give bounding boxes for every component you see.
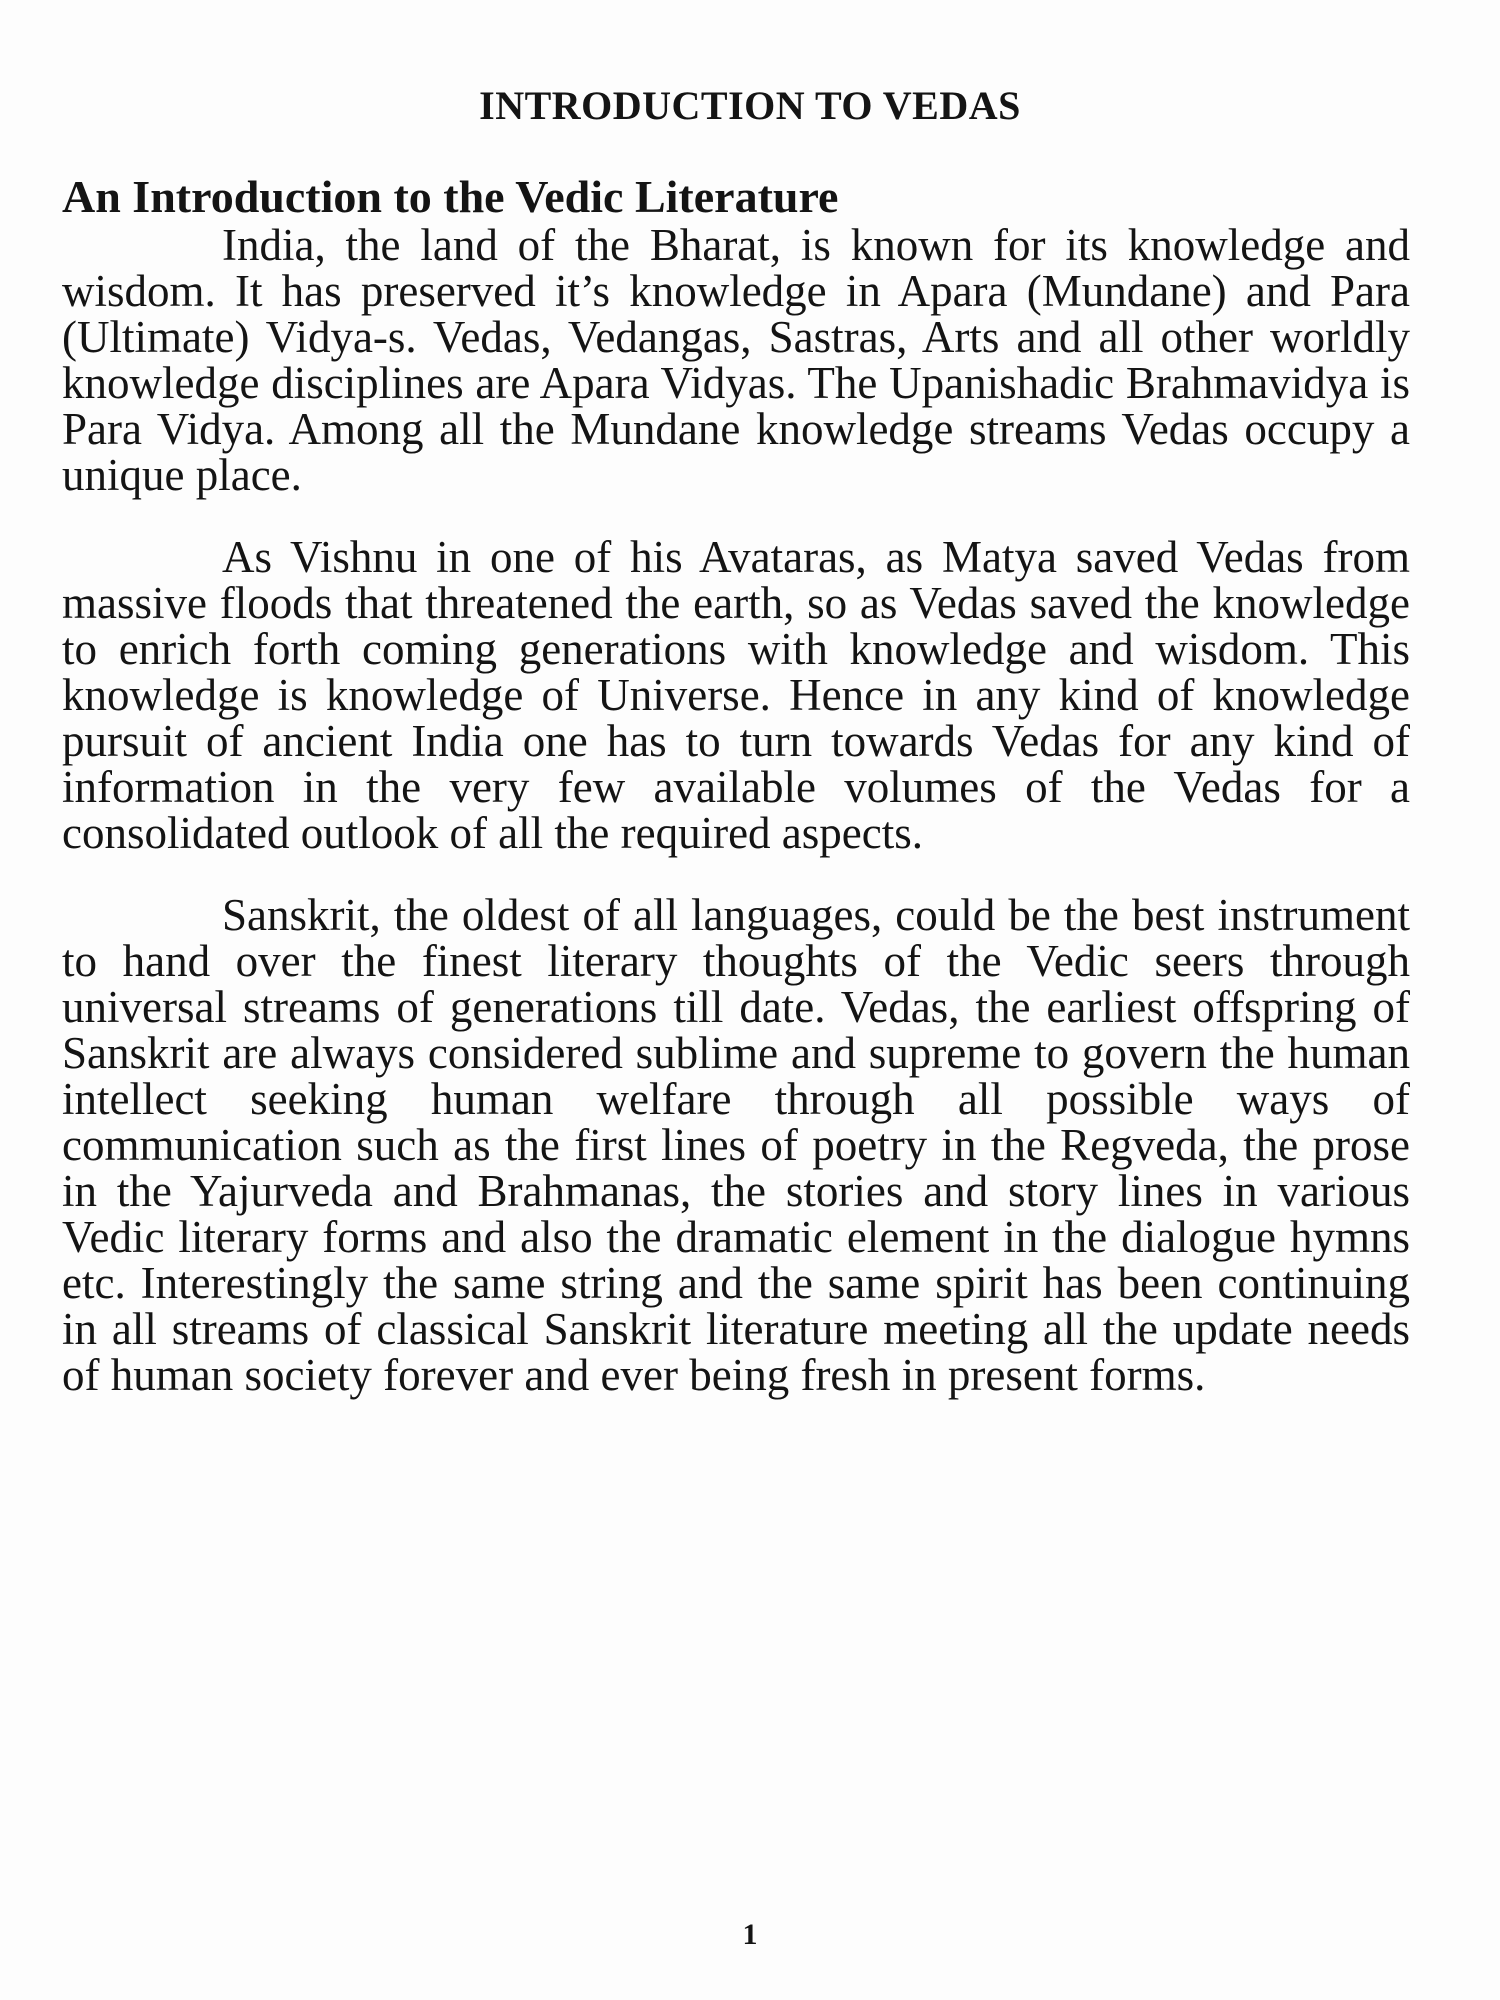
page-heading: INTRODUCTION TO VEDAS (479, 83, 1021, 128)
page-content (62, 172, 1410, 1434)
page-number: 1 (742, 1918, 758, 1951)
paragraph-1: India, the land of the Bharat, is known for its knowledge and wisdom. It has preserved it’s knowledge in Apara (Mundane) and Para (Ultimate) Vidya-s. Vedas, Vedangas, Sastras, Arts and all other worldly knowledge disciplines are Apara Vidyas. The Upanishadic Brahmavidya is Para Vidya. Among all the Mundane knowledge streams Vedas occupy a unique place. (62, 220, 1410, 500)
paragraph-3: Sanskrit, the oldest of all languages, could be the best instrument to hand over the finest literary thoughts of the Vedic seers through universal streams of generations till date. Vedas, the earliest offspring of Sanskrit are always considered sublime and supreme to govern the human intellect seeking human welfare through all possible ways of communication such as the first lines of poetry in the Regveda, the prose in the Yajurveda and Brahmanas, the stories and story lines in various Vedic literary forms and also the dramatic element in the dialogue hymns etc. Interestingly the same string and the same spirit has been continuing in all streams of classical Sanskrit literature meeting all the update needs of human society forever and ever being fresh in present forms. (62, 890, 1410, 1400)
section-title: An Introduction to the Vedic Literature (62, 171, 839, 222)
paragraph-2: As Vishnu in one of his Avataras, as Matya saved Vedas from massive floods that threatened the earth, so as Vedas saved the knowledge to enrich forth coming generations with knowledge and wisdom. This knowledge is knowledge of Universe. Hence in any kind of knowledge pursuit of ancient India one has to turn towards Vedas for any kind of information in the very few available volumes of the Vedas for a consolidated outlook of all the required aspects. (62, 532, 1410, 858)
